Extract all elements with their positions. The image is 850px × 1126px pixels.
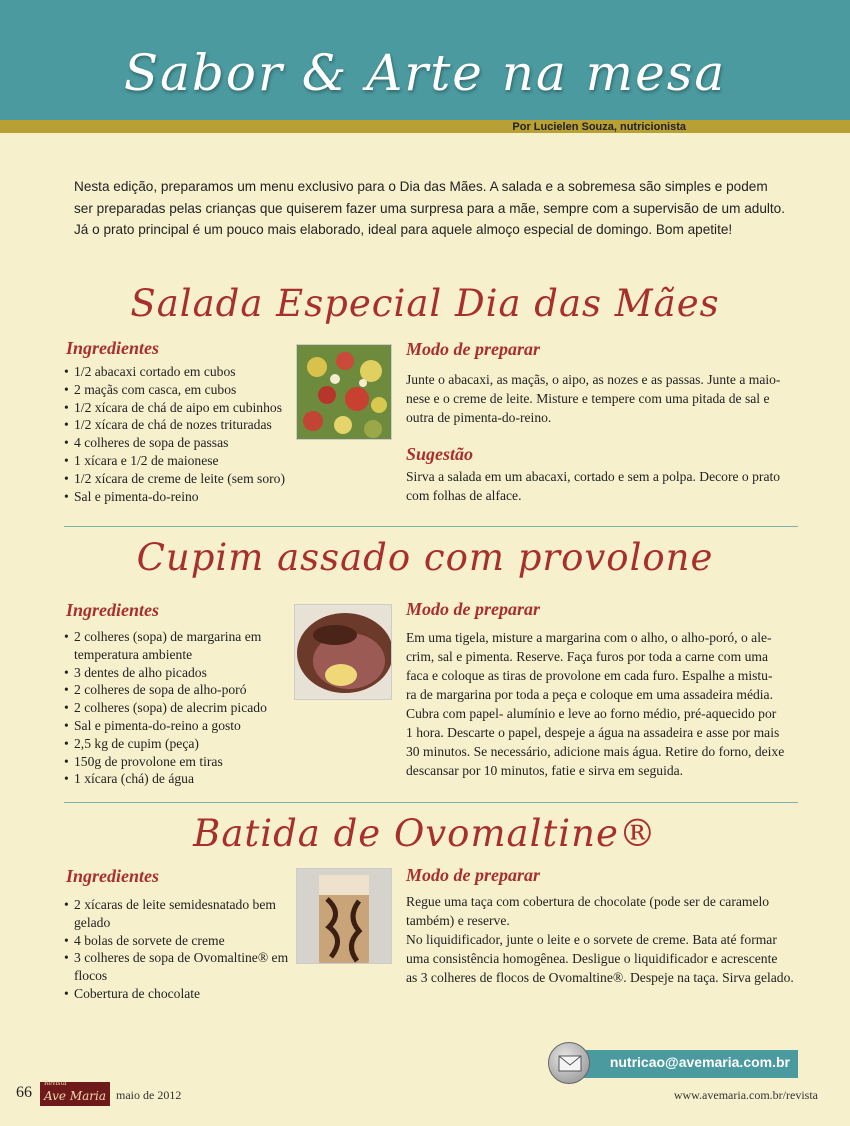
list-item: • Sal e pimenta-do-reino a gosto [64, 717, 288, 735]
text-line: nese e o creme de leite. Misture e tempere com uma pitada de sal e [406, 391, 770, 406]
footer-date: maio de 2012 [116, 1088, 182, 1102]
text-line: ra de margarina por toda a peça e coloque em uma assadeira média. [406, 687, 773, 702]
section-divider [64, 526, 798, 527]
text-line: No liquidificador, junte o leite e o sorvete de creme. Bata até formar [406, 932, 777, 947]
magazine-logo [40, 1082, 110, 1106]
list-item: • 3 colheres de sopa de Ovomaltine® em flocos [64, 949, 294, 985]
list-item: • 1/2 xícara de creme de leite (sem soro) [64, 470, 304, 488]
method-heading: Modo de preparar [406, 599, 540, 619]
contact-email-bar [582, 1050, 798, 1078]
method-heading: Modo de preparar [406, 339, 540, 359]
method-text-salad [406, 370, 806, 427]
contact-email[interactable]: nutricao@avemaria.com.br [609, 1054, 790, 1070]
text-line: crim, sal e pimenta. Reserve. Faça furos por toda a carne com uma [406, 649, 768, 664]
page-number: 66 [16, 1084, 32, 1101]
text-line: faca e coloque as tiras de provolone em cada furo. Espalhe a mistu- [406, 668, 773, 683]
ingredients-list-salad [64, 363, 304, 505]
text-line: Regue uma taça com cobertura de chocolate (pode ser de caramelo [406, 894, 770, 909]
ingredients-list-cupim [64, 628, 288, 788]
logo-text: Ave Maria [43, 1089, 107, 1103]
list-item: • 4 bolas de sorvete de creme [64, 932, 294, 950]
ovomaltine-photo [296, 868, 392, 964]
list-item: • Sal e pimenta-do-reino [64, 488, 304, 506]
ingredients-heading: Ingredientes [66, 866, 160, 886]
list-item: • 2,5 kg de cupim (peça) [64, 735, 288, 753]
text-line: outra de pimenta-do-reino. [406, 410, 552, 425]
text-line: as 3 colheres de flocos de Ovomaltine®. Despeje na taça. Sirva gelado. [406, 970, 794, 985]
list-item: • 1/2 xícara de chá de aipo em cubinhos [64, 399, 304, 417]
method-text-cupim [406, 628, 806, 780]
list-item: • 2 colheres de sopa de alho-poró [64, 681, 288, 699]
section-divider [64, 802, 798, 803]
list-item: • 2 maçãs com casca, em cubos [64, 381, 304, 399]
text-line: com folhas de alface. [406, 488, 522, 503]
suggestion-heading: Sugestão [406, 444, 474, 464]
text-line: Em uma tigela, misture a margarina com o alho, o alho-poró, o ale- [406, 630, 772, 645]
ingredients-heading: Ingredientes [66, 600, 160, 620]
intro-line: ser preparadas pelas crianças que quiserem fazer uma surpresa para a mãe, sempre com a supervisão de um adulto. [74, 200, 786, 216]
footer-url[interactable]: www.avemaria.com.br/revista [673, 1088, 818, 1102]
list-item: • 2 colheres (sopa) de margarina em temperatura ambiente [64, 628, 288, 664]
recipe-title-salad: Salada Especial Dia das Mães [130, 282, 720, 325]
salad-photo [296, 344, 392, 440]
envelope-icon [548, 1042, 590, 1084]
list-item: • Cobertura de chocolate [64, 985, 294, 1003]
text-line: Cubra com papel- alumínio e leve ao forno médio, pré-aquecido por [406, 706, 777, 721]
method-text-ovomaltine [406, 892, 806, 987]
list-item: • 1 xícara e 1/2 de maionese [64, 452, 304, 470]
gold-divider-bar [0, 120, 850, 133]
list-item: • 3 dentes de alho picados [64, 664, 288, 682]
suggestion-text [406, 467, 806, 505]
page-title: Sabor & Arte na mesa [123, 44, 727, 102]
recipe-title-ovomaltine: Batida de Ovomaltine® [193, 812, 657, 855]
recipe-title-cupim: Cupim assado com provolone [136, 536, 714, 579]
cupim-photo [294, 604, 392, 700]
logo-small-text: Revista [44, 1080, 67, 1087]
text-line: Junte o abacaxi, as maçãs, o aipo, as nozes e as passas. Junte a maio- [406, 372, 781, 387]
header-banner [0, 0, 850, 120]
method-heading: Modo de preparar [406, 865, 540, 885]
ingredients-heading: Ingredientes [66, 338, 160, 358]
intro-paragraph [74, 176, 794, 241]
text-line: 1 hora. Descarte o papel, despeje a água na assadeira e asse por mais [406, 725, 780, 740]
list-item: • 2 xícaras de leite semidesnatado bem gelado [64, 896, 294, 932]
list-item: • 1/2 xícara de chá de nozes trituradas [64, 416, 304, 434]
list-item: • 2 colheres (sopa) de alecrim picado [64, 699, 288, 717]
byline: Por Lucielen Souza, nutricionista [512, 121, 686, 133]
intro-line: Nesta edição, preparamos um menu exclusivo para o Dia das Mães. A salada e a sobremesa são simples e podem [74, 179, 768, 194]
text-line: 30 minutos. Se necessário, adicione mais água. Retire do forno, deixe [406, 744, 785, 759]
text-line: descansar por 10 minutos, fatie e sirva em seguida. [406, 763, 684, 778]
list-item: • 4 colheres de sopa de passas [64, 434, 304, 452]
text-line: Sirva a salada em um abacaxi, cortado e sem a polpa. Decore o prato [406, 469, 781, 484]
text-line: também) e reserve. [406, 913, 510, 928]
list-item: • 1/2 abacaxi cortado em cubos [64, 363, 304, 381]
ingredients-list-ovomaltine [64, 896, 294, 1003]
intro-line: Já o prato principal é um pouco mais elaborado, ideal para aquele almoço especial de domingo. Bom apetite! [74, 222, 733, 237]
text-line: uma consistência homogênea. Desligue o liquidificador e acrescente [406, 951, 778, 966]
list-item: • 150g de provolone em tiras [64, 753, 288, 771]
list-item: • 1 xícara (chá) de água [64, 770, 288, 788]
